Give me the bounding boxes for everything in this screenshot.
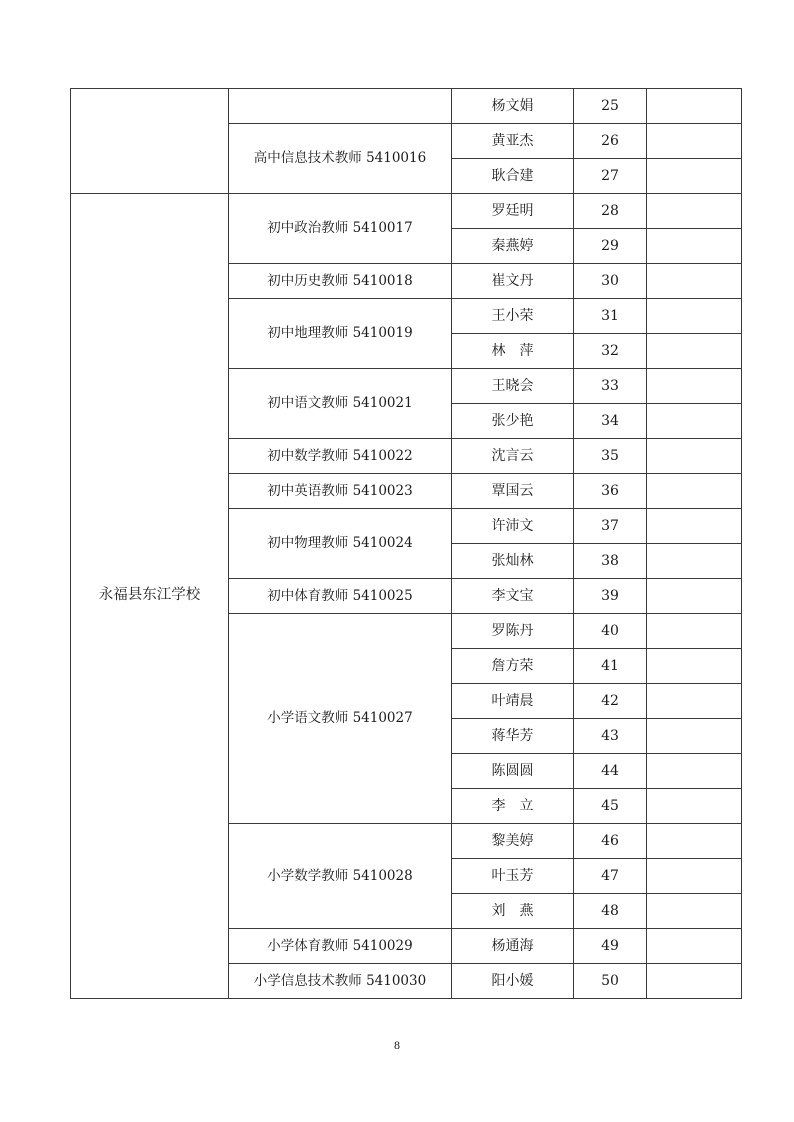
sequence-number-cell: 46 bbox=[574, 824, 647, 859]
remarks-cell bbox=[647, 964, 742, 999]
remarks-cell bbox=[647, 299, 742, 334]
sequence-number-cell: 45 bbox=[574, 789, 647, 824]
post-cell: 初中语文教师 5410021 bbox=[229, 369, 452, 439]
candidate-name-cell: 杨文娟 bbox=[452, 89, 574, 124]
post-cell: 小学数学教师 5410028 bbox=[229, 824, 452, 929]
candidate-name-cell: 覃国云 bbox=[452, 474, 574, 509]
sequence-number-cell: 41 bbox=[574, 649, 647, 684]
remarks-cell bbox=[647, 614, 742, 649]
sequence-number-cell: 43 bbox=[574, 719, 647, 754]
remarks-cell bbox=[647, 544, 742, 579]
remarks-cell bbox=[647, 719, 742, 754]
sequence-number-cell: 29 bbox=[574, 229, 647, 264]
remarks-cell bbox=[647, 789, 742, 824]
page-number: 8 bbox=[394, 1038, 400, 1052]
sequence-number-cell: 32 bbox=[574, 334, 647, 369]
remarks-cell bbox=[647, 439, 742, 474]
post-cell: 初中物理教师 5410024 bbox=[229, 509, 452, 579]
post-cell: 高中信息技术教师 5410016 bbox=[229, 124, 452, 194]
post-cell: 初中政治教师 5410017 bbox=[229, 194, 452, 264]
sequence-number-cell: 49 bbox=[574, 929, 647, 964]
candidate-name-cell: 李文宝 bbox=[452, 579, 574, 614]
sequence-number-cell: 38 bbox=[574, 544, 647, 579]
candidate-name-cell: 耿合建 bbox=[452, 159, 574, 194]
sequence-number-cell: 48 bbox=[574, 894, 647, 929]
post-cell: 初中英语教师 5410023 bbox=[229, 474, 452, 509]
candidate-name-cell: 王晓会 bbox=[452, 369, 574, 404]
post-cell: 初中数学教师 5410022 bbox=[229, 439, 452, 474]
table-row bbox=[71, 89, 742, 124]
sequence-number-cell: 39 bbox=[574, 579, 647, 614]
post-cell: 小学信息技术教师 5410030 bbox=[229, 964, 452, 999]
candidate-name-cell: 刘 燕 bbox=[452, 894, 574, 929]
post-cell: 初中历史教师 5410018 bbox=[229, 264, 452, 299]
remarks-cell bbox=[647, 824, 742, 859]
remarks-cell bbox=[647, 89, 742, 124]
post-cell: 小学语文教师 5410027 bbox=[229, 614, 452, 824]
post-cell bbox=[229, 89, 452, 124]
candidate-name-cell: 王小荣 bbox=[452, 299, 574, 334]
sequence-number-cell: 25 bbox=[574, 89, 647, 124]
school-cell bbox=[71, 89, 229, 194]
candidate-name-cell: 许沛文 bbox=[452, 509, 574, 544]
remarks-cell bbox=[647, 404, 742, 439]
candidate-name-cell: 罗廷明 bbox=[452, 194, 574, 229]
candidate-name-cell: 杨通海 bbox=[452, 929, 574, 964]
candidate-roster-table bbox=[70, 88, 742, 999]
sequence-number-cell: 26 bbox=[574, 124, 647, 159]
remarks-cell bbox=[647, 579, 742, 614]
remarks-cell bbox=[647, 859, 742, 894]
sequence-number-cell: 28 bbox=[574, 194, 647, 229]
post-cell: 初中地理教师 5410019 bbox=[229, 299, 452, 369]
candidate-name-cell: 阳小媛 bbox=[452, 964, 574, 999]
sequence-number-cell: 40 bbox=[574, 614, 647, 649]
sequence-number-cell: 36 bbox=[574, 474, 647, 509]
sequence-number-cell: 44 bbox=[574, 754, 647, 789]
remarks-cell bbox=[647, 159, 742, 194]
candidate-name-cell: 张少艳 bbox=[452, 404, 574, 439]
candidate-name-cell: 黄亚杰 bbox=[452, 124, 574, 159]
candidate-name-cell: 李 立 bbox=[452, 789, 574, 824]
remarks-cell bbox=[647, 509, 742, 544]
sequence-number-cell: 27 bbox=[574, 159, 647, 194]
post-cell: 小学体育教师 5410029 bbox=[229, 929, 452, 964]
remarks-cell bbox=[647, 929, 742, 964]
remarks-cell bbox=[647, 229, 742, 264]
roster-body bbox=[71, 89, 742, 999]
candidate-name-cell: 叶靖晨 bbox=[452, 684, 574, 719]
candidate-name-cell: 秦燕婷 bbox=[452, 229, 574, 264]
remarks-cell bbox=[647, 754, 742, 789]
sequence-number-cell: 31 bbox=[574, 299, 647, 334]
candidate-name-cell: 叶玉芳 bbox=[452, 859, 574, 894]
remarks-cell bbox=[647, 649, 742, 684]
table-row bbox=[71, 194, 742, 229]
candidate-name-cell: 沈言云 bbox=[452, 439, 574, 474]
post-cell: 初中体育教师 5410025 bbox=[229, 579, 452, 614]
sequence-number-cell: 47 bbox=[574, 859, 647, 894]
sequence-number-cell: 33 bbox=[574, 369, 647, 404]
remarks-cell bbox=[647, 334, 742, 369]
remarks-cell bbox=[647, 369, 742, 404]
remarks-cell bbox=[647, 194, 742, 229]
sequence-number-cell: 50 bbox=[574, 964, 647, 999]
remarks-cell bbox=[647, 894, 742, 929]
remarks-cell bbox=[647, 124, 742, 159]
remarks-cell bbox=[647, 264, 742, 299]
candidate-name-cell: 陈圆圆 bbox=[452, 754, 574, 789]
candidate-name-cell: 张灿林 bbox=[452, 544, 574, 579]
school-cell: 永福县东江学校 bbox=[71, 194, 229, 999]
candidate-name-cell: 林 萍 bbox=[452, 334, 574, 369]
remarks-cell bbox=[647, 474, 742, 509]
sequence-number-cell: 30 bbox=[574, 264, 647, 299]
sequence-number-cell: 42 bbox=[574, 684, 647, 719]
sequence-number-cell: 35 bbox=[574, 439, 647, 474]
candidate-name-cell: 詹方荣 bbox=[452, 649, 574, 684]
remarks-cell bbox=[647, 684, 742, 719]
candidate-name-cell: 黎美婷 bbox=[452, 824, 574, 859]
candidate-name-cell: 罗陈丹 bbox=[452, 614, 574, 649]
candidate-name-cell: 蒋华芳 bbox=[452, 719, 574, 754]
sequence-number-cell: 34 bbox=[574, 404, 647, 439]
candidate-name-cell: 崔文丹 bbox=[452, 264, 574, 299]
sequence-number-cell: 37 bbox=[574, 509, 647, 544]
